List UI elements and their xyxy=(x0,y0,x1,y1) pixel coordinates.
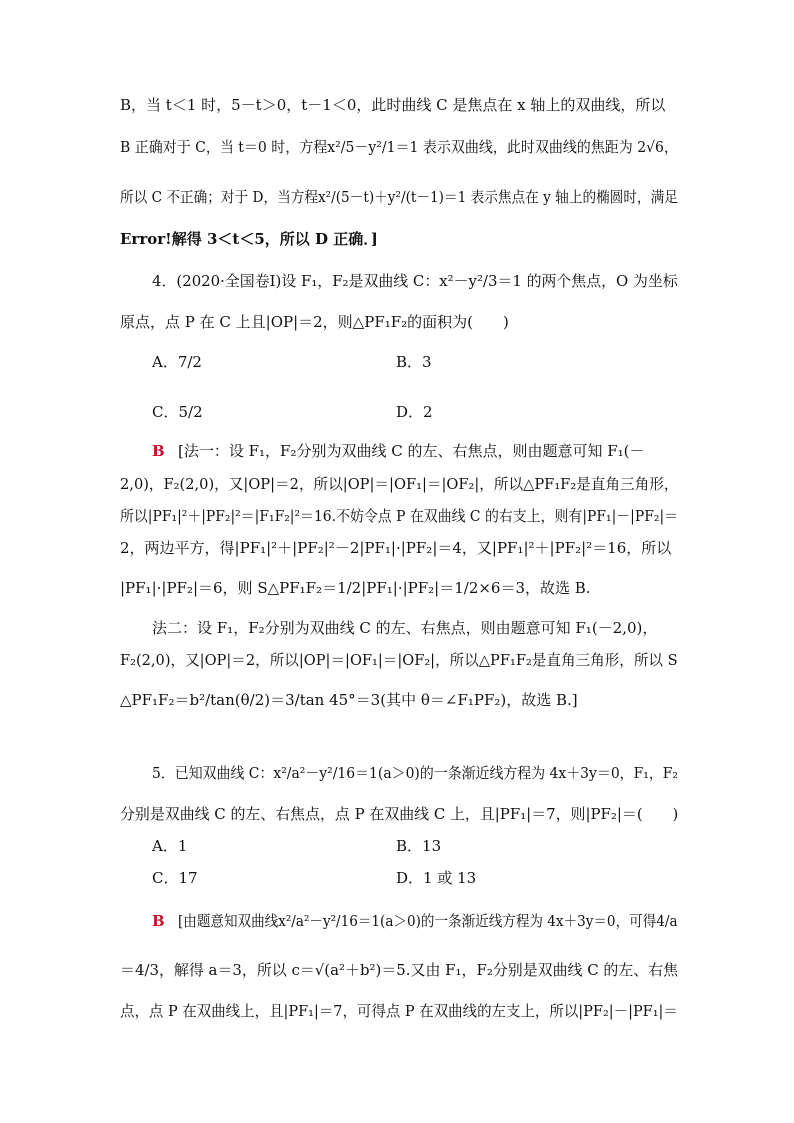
q4-solution-6: 法二：设 F₁，F₂分别为双曲线 C 的左、右焦点，则由题意可知 F₁(－2,0)， xyxy=(152,619,658,637)
q5-option-d: D．1 或 13 xyxy=(396,869,477,887)
q4-answer-letter: B xyxy=(152,442,165,460)
q4-solution-7: F₂(2,0)，又|OP|＝2，所以|OP|＝|OF₁|＝|OF₂|，所以△PF₁F₂是直角三角形，所以 S xyxy=(120,651,678,669)
q4-option-d: D．2 xyxy=(396,403,433,421)
q4-option-c: C．5/2 xyxy=(152,403,203,421)
q5-stem-2: 分别是双曲线 C 的左、右焦点，点 P 在双曲线 C 上，且|PF₁|＝7，则|PF₂|＝( ) xyxy=(120,805,679,823)
q4-solution-1: [法一：设 F₁，F₂分别为双曲线 C 的左、右焦点，则由题意可知 F₁(－ xyxy=(178,442,645,460)
q4-stem-2: 原点，点 P 在 C 上且|OP|＝2，则△PF₁F₂的面积为( ) xyxy=(120,313,509,331)
intro-text-1: B，当 t＜1 时，5－t＞0，t－1＜0，此时曲线 C 是焦点在 x 轴上的双曲线，所以 xyxy=(120,96,666,114)
q5-option-a: A．1 xyxy=(152,837,188,855)
intro-text-2: B 正确对于 C，当 t＝0 时，方程x²/5－y²/1＝1 表示双曲线，此时双曲线的焦距为 2√6， xyxy=(120,138,678,156)
q4-solution-8: △PF₁F₂＝b²/tan(θ/2)＝3/tan 45°＝3(其中 θ＝∠F₁PF₂)，故选 B.] xyxy=(120,691,578,709)
q4-solution-3: 所以|PF₁|²＋|PF₂|²＝|F₁F₂|²＝16.不妨令点 P 在双曲线 C 的右支上，则有|PF₁|－|PF₂|＝ xyxy=(120,507,679,525)
q5-solution-2: ＝4/3，解得 a＝3，所以 c＝√(a²＋b²)＝5.又由 F₁，F₂分别是双曲线 C 的左、右焦 xyxy=(120,961,679,979)
intro-text-3: 所以 C 不正确；对于 D，当方程x²/(5－t)＋y²/(t－1)＝1 表示焦点在 y 轴上的椭圆时，满足 xyxy=(120,188,678,206)
q5-answer-letter: B xyxy=(152,912,165,930)
q4-solution-5: |PF₁|·|PF₂|＝6，则 S△PF₁F₂＝1/2|PF₁|·|PF₂|＝1/2×6＝3，故选 B. xyxy=(120,579,591,597)
intro-text-4: Error!解得 3＜t＜5，所以 D 正确．] xyxy=(120,230,378,248)
q5-stem-1: 5．已知双曲线 C：x²/a²－y²/16＝1(a＞0)的一条渐近线方程为 4x＋3y＝0，F₁，F₂ xyxy=(152,764,679,782)
q5-solution-3: 点，点 P 在双曲线上，且|PF₁|＝7，可得点 P 在双曲线的左支上，所以|PF₂|－|PF₁|＝ xyxy=(120,1002,678,1020)
q5-option-b: B．13 xyxy=(396,837,442,855)
q4-solution-2: 2,0)，F₂(2,0)，又|OP|＝2，所以|OP|＝|OF₁|＝|OF₂|，所以△PF₁F₂是直角三角形， xyxy=(120,475,679,493)
q5-solution-1: [由题意知双曲线x²/a²－y²/16＝1(a＞0)的一条渐近线方程为 4x＋3y＝0，可得4/a xyxy=(178,912,678,930)
q4-solution-4: 2，两边平方，得|PF₁|²＋|PF₂|²－2|PF₁|·|PF₂|＝4，又|PF₁|²＋|PF₂|²＝16，所以 xyxy=(120,539,672,557)
q4-option-b: B．3 xyxy=(396,353,432,371)
q4-option-a: A．7/2 xyxy=(152,353,202,371)
q5-option-c: C．17 xyxy=(152,869,198,887)
q4-stem-1: 4．(2020·全国卷Ⅰ)设 F₁，F₂是双曲线 C：x²－y²/3＝1 的两个焦点，O 为坐标 xyxy=(152,272,678,290)
